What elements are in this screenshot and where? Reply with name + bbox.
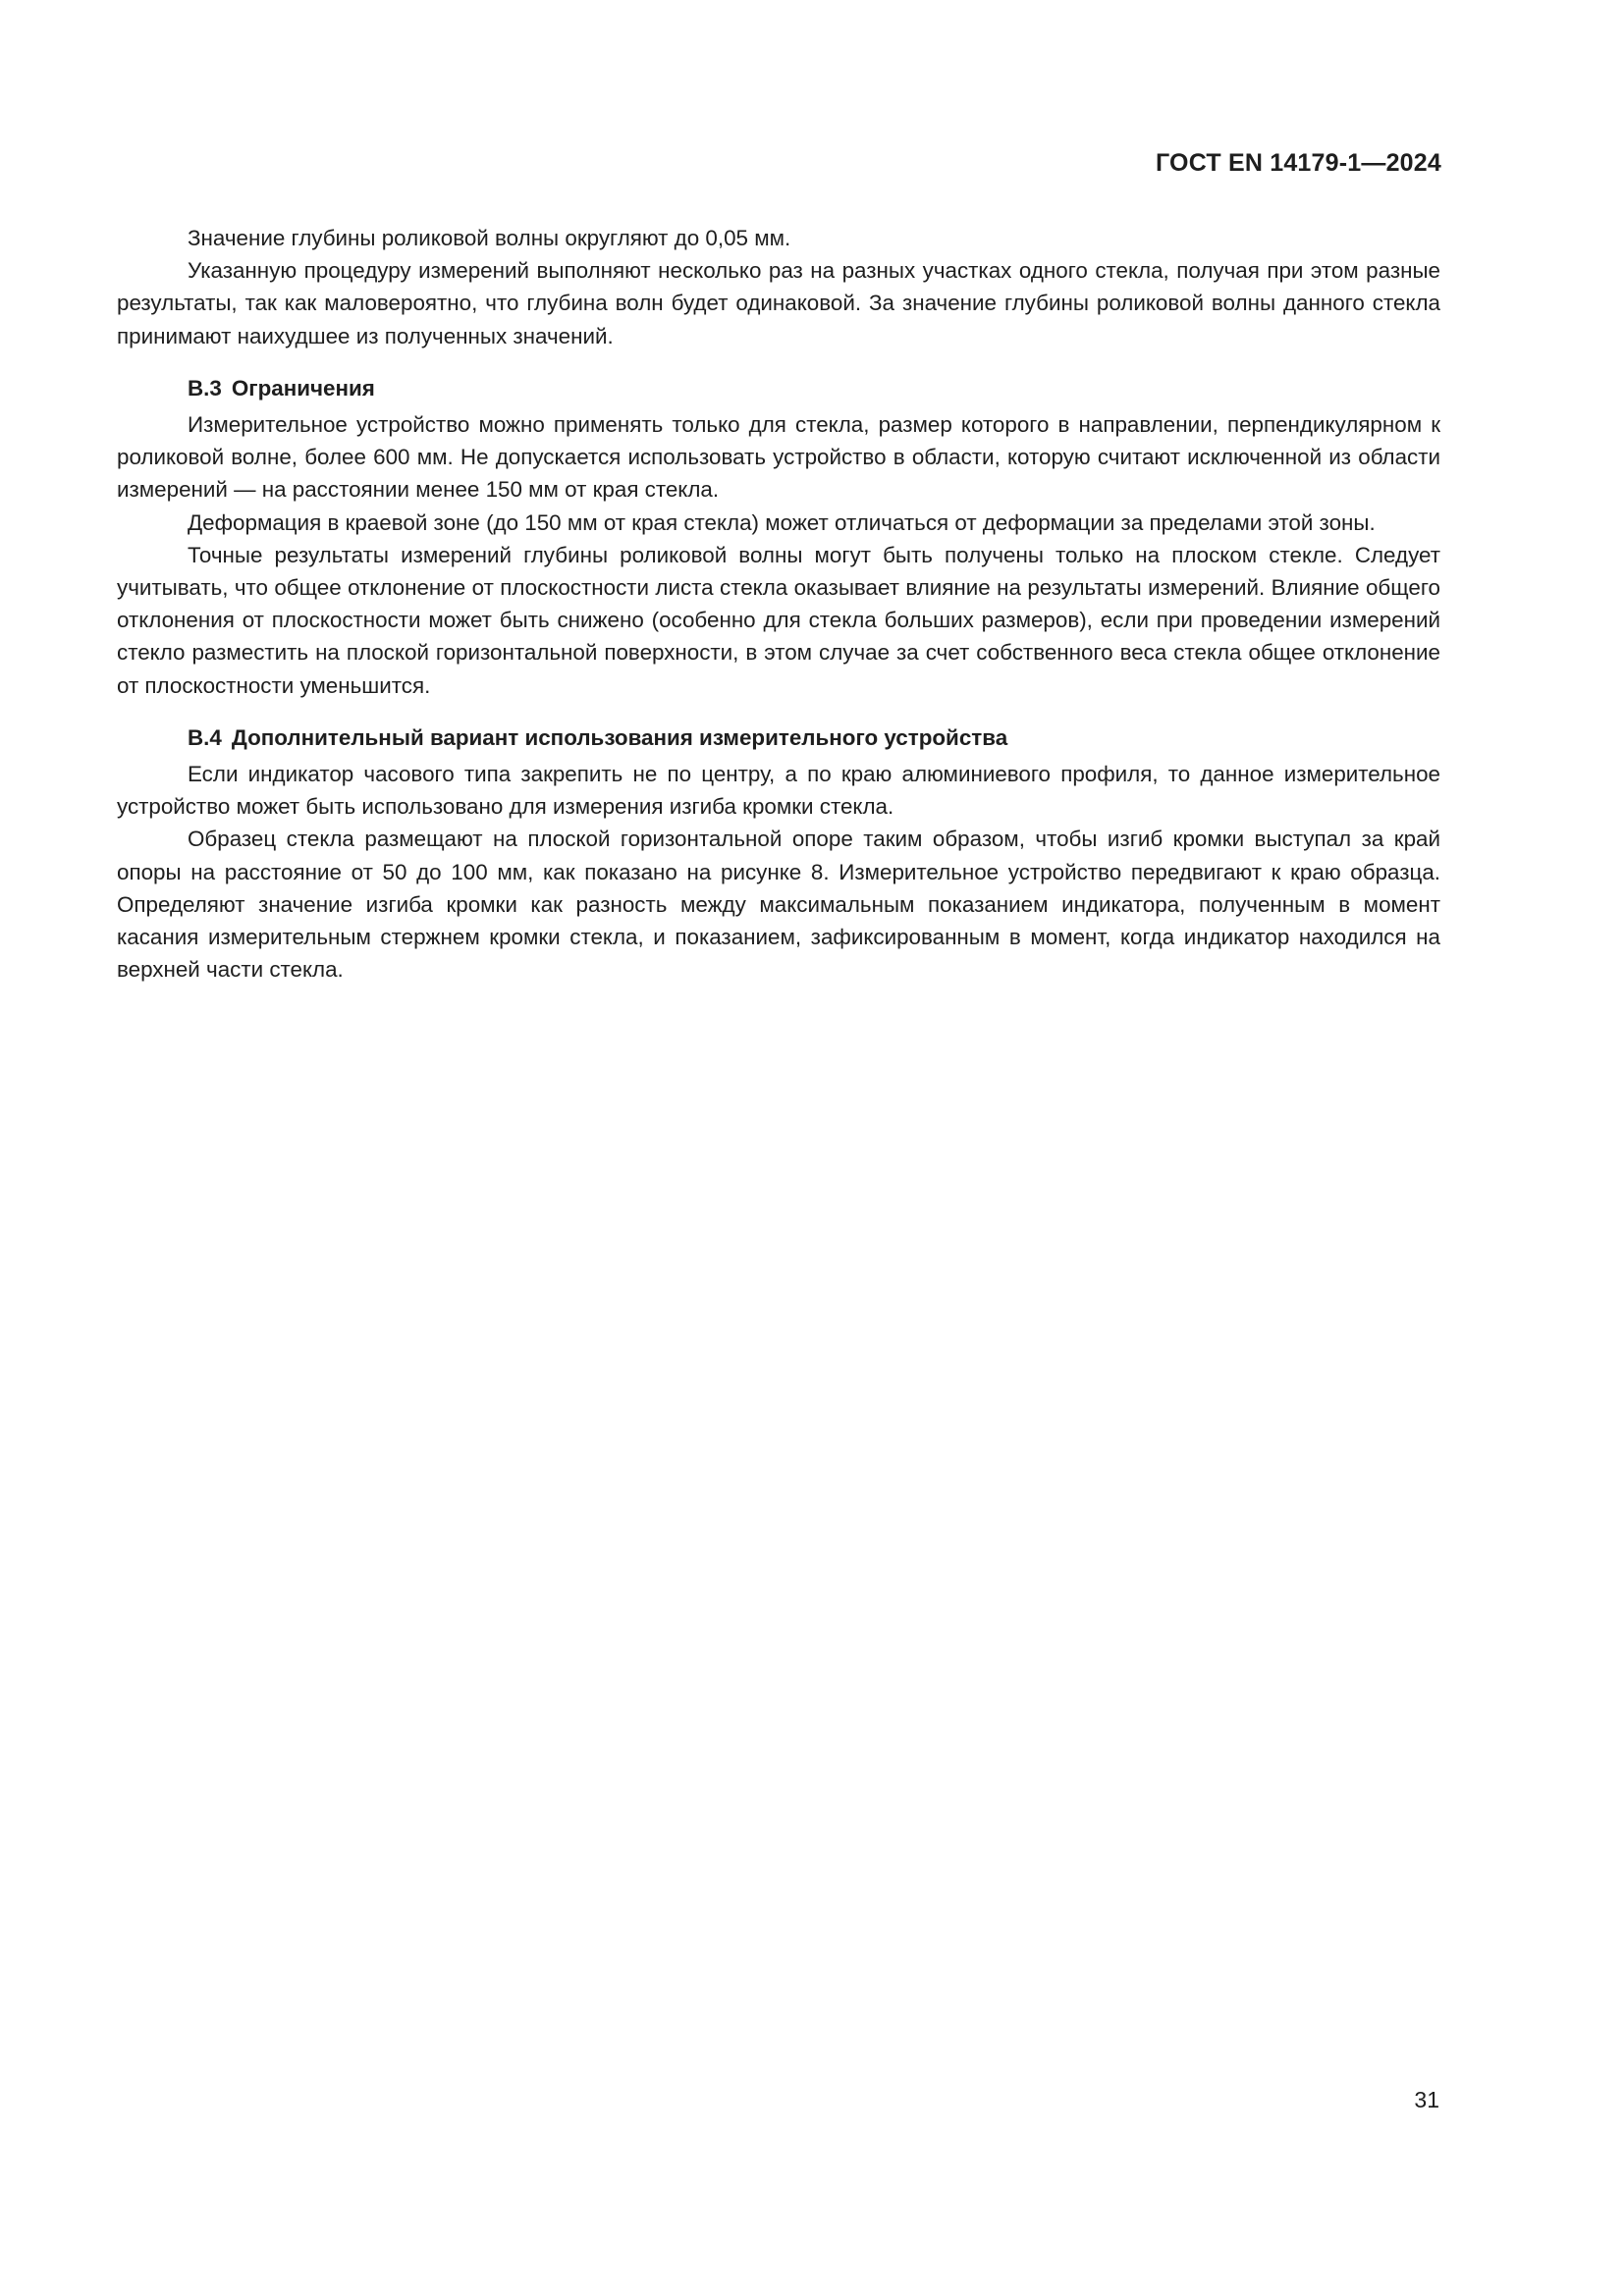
section-title: Дополнительный вариант использования измерительного устройства [231,724,1008,750]
paragraph: Измерительное устройство можно применять только для стекла, размер которого в направлении, перпендикулярном к роликовой волне, более 600 мм. Не допускается использовать устройство в области, которую считают исключенной из области измерений — на расстоянии менее 150 мм от края стекла. [117,412,1440,503]
section-heading-b4 [117,721,1440,754]
page-header-doc-code: ГОСТ EN 14179-1—2024 [1156,149,1441,177]
section-number: В.4 [188,724,222,750]
page-number: 31 [1414,2087,1439,2112]
paragraph: Деформация в краевой зоне (до 150 мм от края стекла) может отличаться от деформации за пределами этой зоны. [188,509,1376,535]
paragraph: Точные результаты измерений глубины роликовой волны могут быть получены только на плоском стекле. Следует учитывать, что общее отклонение от плоскостности листа стекла оказывает влияние на результаты измерений. Влияние общего отклонения от плоскостности может быть снижено (особенно для стекла больших размеров), если при проведении измерений стекло разместить на плоской горизонтальной поверхности, в этом случае за счет собственного веса стекла общее отклонение от плоскостности уменьшится. [117,542,1440,698]
page-content [117,222,1440,986]
paragraph: Значение глубины роликовой волны округляют до 0,05 мм. [188,226,791,250]
section-heading-b3 [117,372,1440,404]
paragraph: Указанную процедуру измерений выполняют несколько раз на разных участках одного стекла, получая при этом разные результаты, так как маловероятно, что глубина волн будет одинаковой. За значение глубины роликовой волны данного стекла принимают наихудшее из полученных значений. [117,258,1440,348]
section-number: В.3 [188,375,222,400]
paragraph: Образец стекла размещают на плоской горизонтальной опоре таким образом, чтобы изгиб кромки выступал за край опоры на расстояние от 50 до 100 мм, как показано на рисунке 8. Измерительное устройство передвигают к краю образца. Определяют значение изгиба кромки как разность между максимальным показанием индикатора, полученным в момент касания измерительным стержнем кромки стекла, и показанием, зафиксированным в момент, когда индикатор находился на верхней части стекла. [117,827,1440,983]
section-title: Ограничения [231,375,375,400]
paragraph: Если индикатор часового типа закрепить не по центру, а по краю алюминиевого профиля, то данное измерительное устройство может быть использовано для измерения изгиба кромки стекла. [117,762,1440,820]
